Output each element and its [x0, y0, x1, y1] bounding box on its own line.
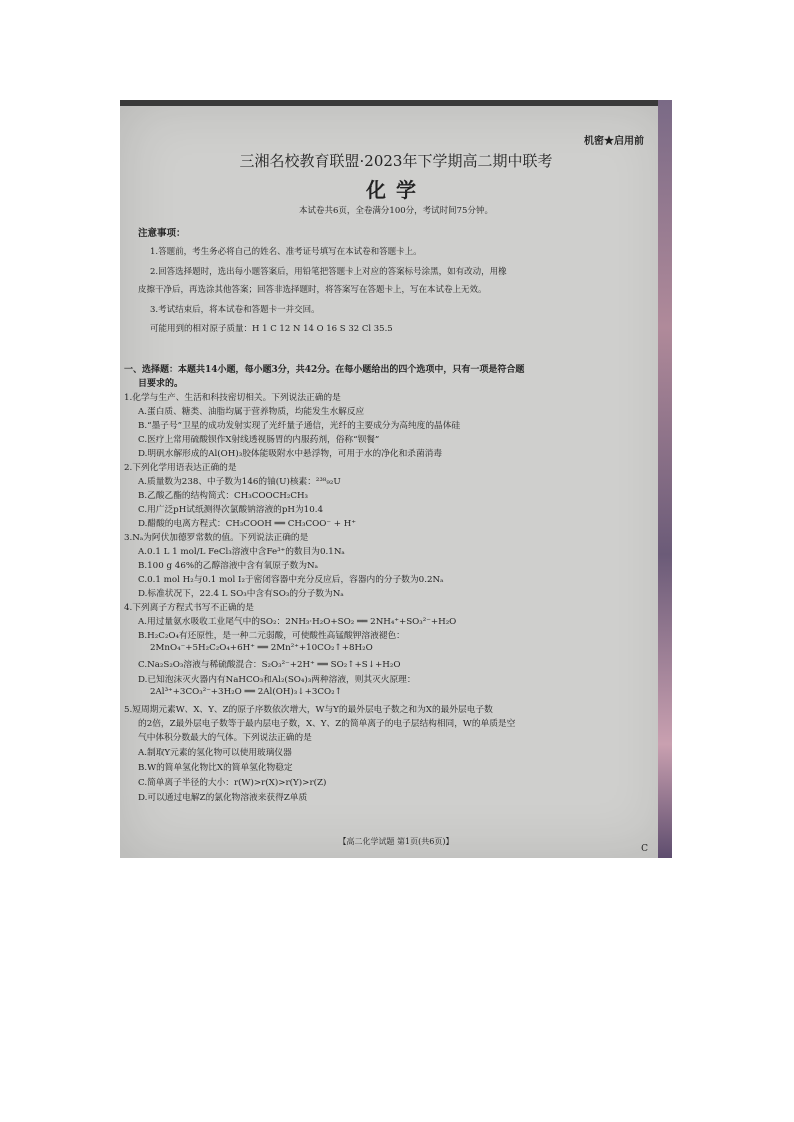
atomic-mass-line: 可能用到的相对原子质量：H 1 C 12 N 14 O 16 S 32 Cl 35.5: [150, 324, 393, 334]
question-option: C.0.1 mol H₂与0.1 mol I₂于密闭容器中充分反应后，容器内的分子数为0.2Nₐ: [138, 575, 444, 585]
exam-paper-photo: [120, 100, 672, 858]
question-option: B.“墨子号”卫星的成功发射实现了光纤量子通信，光纤的主要成分为高纯度的晶体硅: [138, 421, 461, 431]
notice-item: 3.考试结束后，将本试卷和答题卡一并交回。: [150, 305, 320, 315]
question-option: D.明矾水解形成的Al(OH)₃胶体能吸附水中悬浮物，可用于水的净化和杀菌消毒: [138, 449, 443, 459]
corner-mark: C: [641, 844, 648, 854]
question-stem-cont: 的2倍，Z最外层电子数等于最内层电子数，X、Y、Z的简单离子的电子层结构相同，W的单质是空: [138, 719, 516, 729]
question-option: A.用过量氨水吸收工业尾气中的SO₂：2NH₃·H₂O+SO₂ ══ 2NH₄⁺+SO₃²⁻+H₂O: [138, 617, 457, 627]
page-footer: 【高二化学试题 第1页(共6页)】: [338, 837, 454, 846]
question-stem: 2.下列化学用语表达正确的是: [124, 463, 237, 473]
question-stem: 1.化学与生产、生活和科技密切相关。下列说法正确的是: [124, 393, 341, 403]
question-option: C.Na₂S₂O₃溶液与稀硫酸混合：S₂O₃²⁻+2H⁺ ══ SO₂↑+S↓+H₂O: [138, 660, 401, 670]
question-stem: 4.下列离子方程式书写不正确的是: [124, 603, 254, 613]
notice-item: 2.回答选择题时，选出每小题答案后，用铅笔把答题卡上对应的答案标号涂黑，如有改动，用橡: [150, 267, 507, 277]
question-option: A.0.1 L 1 mol/L FeCl₃溶液中含Fe³⁺的数目为0.1Nₐ: [138, 547, 345, 557]
question-option: A.质量数为238、中子数为146的铀(U)核素：²³⁸₉₂U: [138, 477, 341, 487]
question-option: D.可以通过电解Z的氯化物溶液来获得Z单质: [138, 793, 308, 803]
confidential-label: 机密★启用前: [584, 136, 644, 147]
question-option: C.医疗上常用硫酸钡作X射线透视肠胃的内服药剂，俗称“钡餐”: [138, 435, 380, 445]
question-option: B.H₂C₂O₄有还原性，是一种二元弱酸，可使酸性高锰酸钾溶液褪色：: [138, 631, 405, 641]
notice-item: 1.答题前，考生务必将自己的姓名、准考证号填写在本试卷和答题卡上。: [150, 247, 422, 257]
exam-title: 三湘名校教育联盟·2023年下学期高二期中联考: [239, 152, 553, 170]
question-option: C.用广泛pH试纸测得次氯酸钠溶液的pH为10.4: [138, 505, 324, 515]
question-option: D.标准状况下，22.4 L SO₃中含有SO₃的分子数为Nₐ: [138, 589, 344, 599]
subject-title: 化学: [366, 178, 426, 202]
photo-top-edge: [120, 100, 672, 106]
section-heading: 一、选择题：本题共14小题，每小题3分，共42分。在每小题给出的四个选项中，只有一项是符合题: [124, 365, 525, 375]
question-option: B.W的简单氢化物比X的简单氢化物稳定: [138, 763, 293, 773]
question-option-cont: 2MnO₄⁻+5H₂C₂O₄+6H⁺ ══ 2Mn²⁺+10CO₂↑+8H₂O: [150, 643, 373, 653]
question-stem-cont: 气中体积分数最大的气体。下列说法正确的是: [138, 733, 312, 743]
exam-info: 本试卷共6页，全卷满分100分，考试时间75分钟。: [299, 206, 493, 216]
question-option: A.制取Y元素的氢化物可以使用玻璃仪器: [138, 748, 292, 758]
question-option: D.醋酸的电离方程式：CH₃COOH ══ CH₃COO⁻ + H⁺: [138, 519, 356, 529]
question-option: B.乙酸乙酯的结构简式：CH₃COOCH₂CH₃: [138, 491, 309, 501]
notice-item: 皮擦干净后，再选涂其他答案；回答非选择题时，将答案写在答题卡上，写在本试卷上无效。: [138, 285, 487, 295]
question-option: A.蛋白质、糖类、油脂均属于营养物质，均能发生水解反应: [138, 407, 365, 417]
question-option-cont: 2Al³⁺+3CO₃²⁻+3H₂O ══ 2Al(OH)₃↓+3CO₂↑: [150, 687, 342, 697]
section-heading-cont: 目要求的。: [138, 379, 184, 389]
question-stem: 3.Nₐ为阿伏加德罗常数的值。下列说法正确的是: [124, 533, 309, 543]
question-option: B.100 g 46%的乙醇溶液中含有氧原子数为Nₐ: [138, 561, 319, 571]
question-option: D.已知泡沫灭火器内有NaHCO₃和Al₂(SO₄)₃两种溶液，则其灭火原理：: [138, 675, 416, 685]
question-stem: 5.短周期元素W、X、Y、Z的原子序数依次增大，W与Y的最外层电子数之和为X的最外层电子数: [124, 705, 493, 715]
notice-title: 注意事项：: [138, 228, 186, 239]
question-option: C.简单离子半径的大小：r(W)>r(X)>r(Y)>r(Z): [138, 778, 327, 788]
